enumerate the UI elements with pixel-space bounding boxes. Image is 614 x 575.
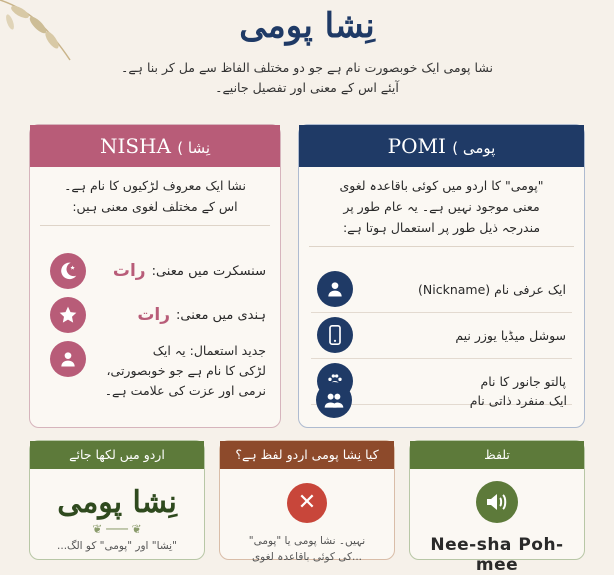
- group-icon: [316, 382, 352, 418]
- is-urdu-note-2: ...کی کوئی باقاعدہ لغوی: [251, 551, 363, 563]
- nisha-divider: [40, 225, 270, 226]
- nisha-card: [29, 124, 281, 428]
- pomi-desc-line-3: مندرجہ ذیل طور پر استعمال ہوتا ہے:: [342, 220, 541, 235]
- nisha-desc-line-1: نشا ایک معروف لڑکیوں کا نام ہے۔: [64, 178, 246, 193]
- person-icon: [50, 341, 86, 377]
- written-note: "نِشا" اور "پومی" کو الگ...: [57, 540, 177, 552]
- is-urdu-note: نہیں۔ نشا پومی یا "پومی": [248, 535, 366, 547]
- intro-line-2: آیئے اس کے معنی اور تفصیل جانیے۔: [215, 80, 399, 95]
- nisha-desc-line-2: اس کے مختلف لغوی معنی ہیں:: [72, 199, 238, 214]
- is-urdu-heading: کیا نِشا پومی اردو لفظ ہے؟: [220, 441, 394, 469]
- nisha-description: [30, 167, 280, 217]
- pomi-row-text: سوشل میڈیا یوزر نیم: [455, 327, 566, 343]
- nisha-row-value: رات: [112, 261, 146, 281]
- nisha-modern-line-2: لڑکی کا نام ہے جو خوبصورتی،: [106, 363, 266, 378]
- nisha-row-value: رات: [137, 305, 171, 325]
- pronunciation-heading: تلفظ: [410, 441, 584, 469]
- nisha-modern-text: [105, 341, 266, 401]
- nisha-modern-line-1: جدید استعمال: یہ ایک: [152, 343, 266, 358]
- speaker-icon[interactable]: [476, 481, 518, 523]
- pomi-desc-line-1: "پومی" کا اردو میں کوئی باقاعدہ لغوی: [339, 178, 544, 193]
- pomi-row-unique-name: [316, 382, 567, 418]
- pomi-desc-line-2: معنی موجود نہیں ہے۔ یہ عام طور پر: [343, 199, 540, 214]
- nisha-row-hindi: [50, 297, 266, 333]
- is-urdu-word-card: [219, 440, 395, 563]
- star-icon: [50, 297, 86, 333]
- phone-icon: [317, 317, 353, 353]
- ornament-divider-icon: ❦ ─── ❦: [92, 522, 142, 536]
- close-icon: ✕: [287, 483, 327, 523]
- pronunciation-text: Nee-sha Poh-mee: [430, 535, 564, 575]
- pomi-row-text: ایک عرفی نام (Nickname): [418, 281, 566, 297]
- pomi-row-social: [317, 317, 566, 353]
- nisha-card-header: [30, 125, 280, 167]
- pomi-row-text: پالتو جانور کا نام: [480, 373, 566, 389]
- nisha-row-label: ہندی میں معنی:: [176, 307, 266, 323]
- pronunciation-card: [409, 440, 585, 575]
- written-in-urdu-card: [29, 440, 205, 560]
- nisha-modern-line-3: نرمی اور عزت کی علامت ہے۔: [104, 383, 266, 398]
- nisha-row-modern: [50, 341, 266, 401]
- pomi-row-separator: [311, 358, 572, 359]
- intro-line-1: نشا پومی ایک خوبصورت نام ہے جو دو مختلف الفاظ سے مل کر بنا ہے۔: [121, 60, 493, 75]
- person-icon: [317, 271, 353, 307]
- nisha-heading: NISHA: [99, 134, 171, 158]
- written-name: نِشا پومی: [57, 485, 177, 520]
- nisha-row-label: سنسکرت میں معنی:: [151, 263, 266, 279]
- pomi-card-header: [299, 125, 584, 167]
- nisha-row-sanskrit: [50, 253, 266, 289]
- pomi-row-separator: [311, 312, 572, 313]
- moon-star-icon: [50, 253, 86, 289]
- pomi-divider: [309, 246, 574, 247]
- intro-text: [60, 58, 554, 98]
- pomi-description: [299, 167, 584, 238]
- page-title: نِشا پومی: [239, 6, 375, 46]
- nisha-heading-urdu: ( نِشا: [177, 139, 211, 157]
- pomi-heading-urdu: ( پومی: [452, 139, 496, 157]
- pomi-heading: POMI: [387, 134, 446, 158]
- pomi-row-text: ایک منفرد ذاتی نام: [469, 392, 567, 408]
- written-heading: اردو میں لکھا جائے: [30, 441, 204, 469]
- pomi-row-nickname: [317, 271, 566, 307]
